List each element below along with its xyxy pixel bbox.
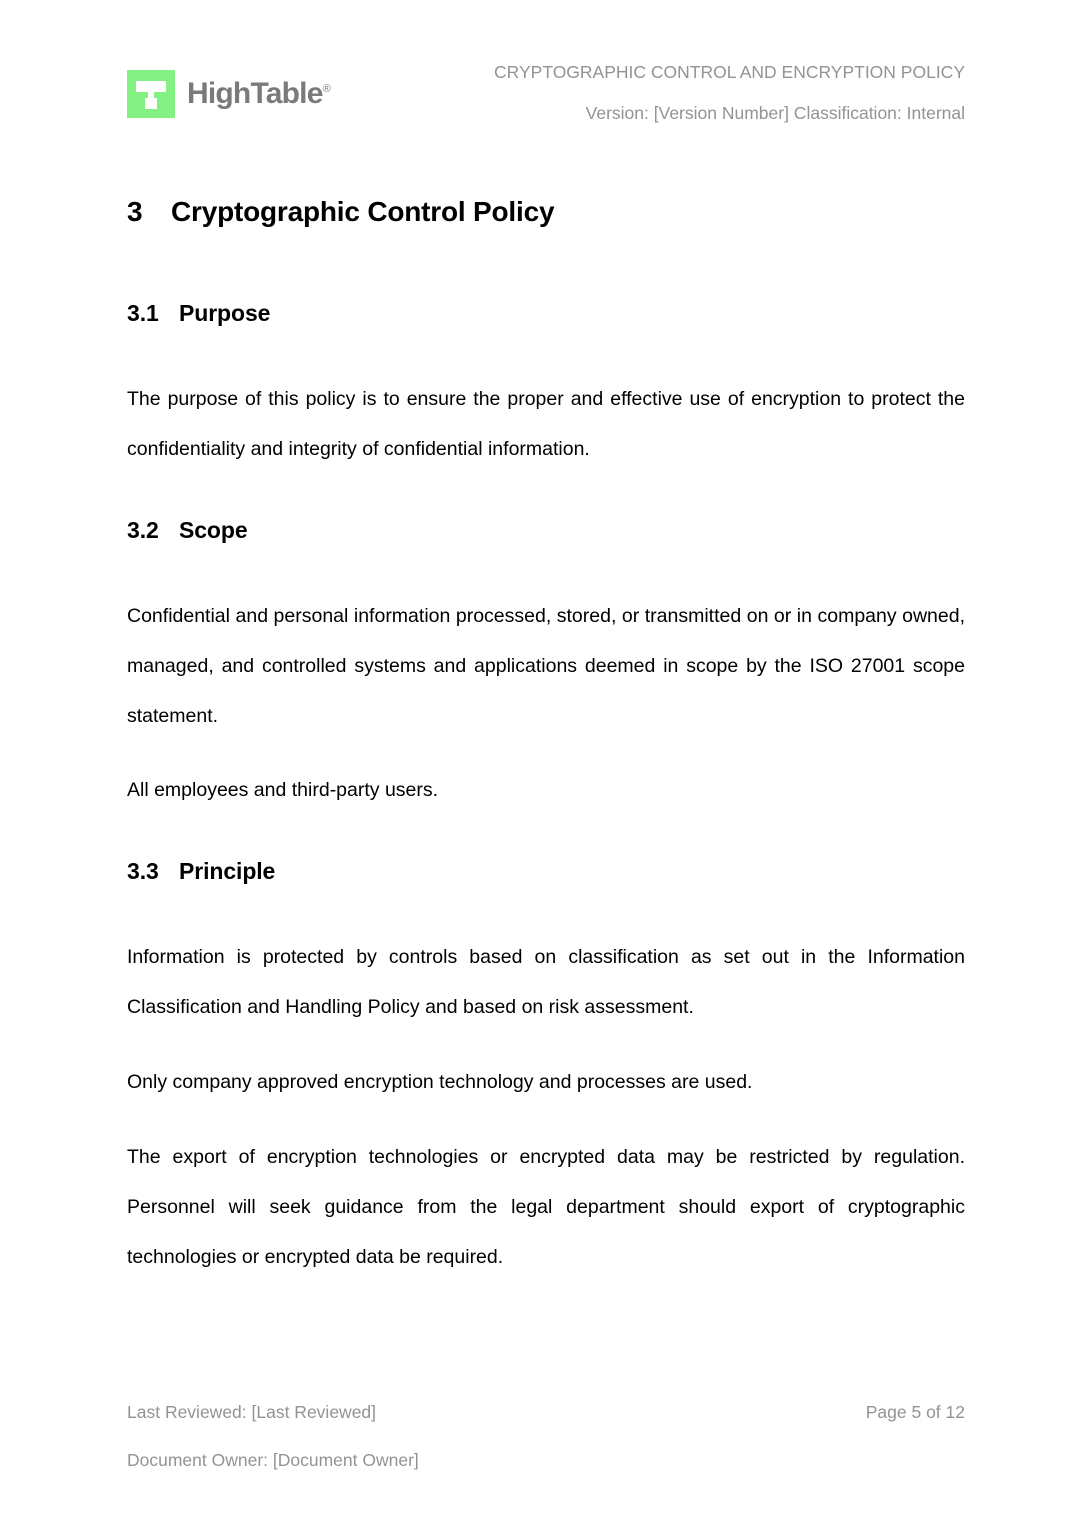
heading-3-3-number: 3.3 (127, 858, 159, 884)
footer-row-top (127, 1404, 965, 1422)
heading-3-text: Cryptographic Control Policy (171, 196, 555, 227)
paragraph-principle-1: Information is protected by controls based on classification as set out in the Information Classification and Handling Policy and based on risk assessment. (127, 946, 965, 1018)
brand-wordmark-text: HighTable (187, 77, 323, 110)
header-text-block (494, 62, 965, 122)
logo-bar-shape (136, 81, 166, 92)
heading-3-3-principle (127, 858, 275, 885)
footer-last-reviewed: Last Reviewed: [Last Reviewed] (127, 1402, 377, 1422)
hightable-logo-icon (127, 70, 175, 118)
heading-3-cryptographic-control-policy (127, 196, 554, 228)
heading-3-3-text: Principle (179, 858, 276, 884)
paragraph-principle-2: Only company approved encryption technology and processes are used. (127, 1071, 753, 1093)
registered-trademark-icon: ® (322, 83, 331, 95)
footer-page-number: Page 5 of 12 (865, 1402, 965, 1422)
heading-3-2-number: 3.2 (127, 517, 159, 543)
heading-3-2-scope (127, 517, 248, 544)
page-header (127, 62, 965, 122)
brand-logo (127, 70, 331, 118)
paragraph-purpose-1: The purpose of this policy is to ensure the proper and effective use of encryption to protect the confidentiality and integrity of confidential information. (127, 388, 965, 460)
brand-wordmark (187, 79, 331, 109)
footer-row-bottom (127, 1449, 965, 1470)
heading-3-1-purpose (127, 300, 270, 327)
heading-3-1-number: 3.1 (127, 300, 159, 326)
heading-3-2-text: Scope (179, 517, 248, 543)
header-version-classification: Version: [Version Number] Classification: Internal (585, 102, 965, 123)
paragraph-principle-3: The export of encryption technologies or encrypted data may be restricted by regulation. Personnel will seek guidance from the legal department should export of cryptographic technologies or encrypted data be required. (127, 1146, 965, 1268)
footer-document-owner: Document Owner: [Document Owner] (127, 1449, 419, 1470)
heading-3-1-text: Purpose (179, 300, 271, 326)
header-document-title: CRYPTOGRAPHIC CONTROL AND ENCRYPTION POLICY (494, 62, 965, 82)
logo-foot-shape (145, 98, 157, 109)
paragraph-scope-2: All employees and third-party users. (127, 779, 439, 801)
paragraph-scope-1: Confidential and personal information processed, stored, or transmitted on or in company owned, managed, and controlled systems and applications deemed in scope by the ISO 27001 scope statement. (127, 605, 965, 727)
heading-3-number: 3 (127, 196, 143, 227)
page-footer (127, 1404, 965, 1469)
